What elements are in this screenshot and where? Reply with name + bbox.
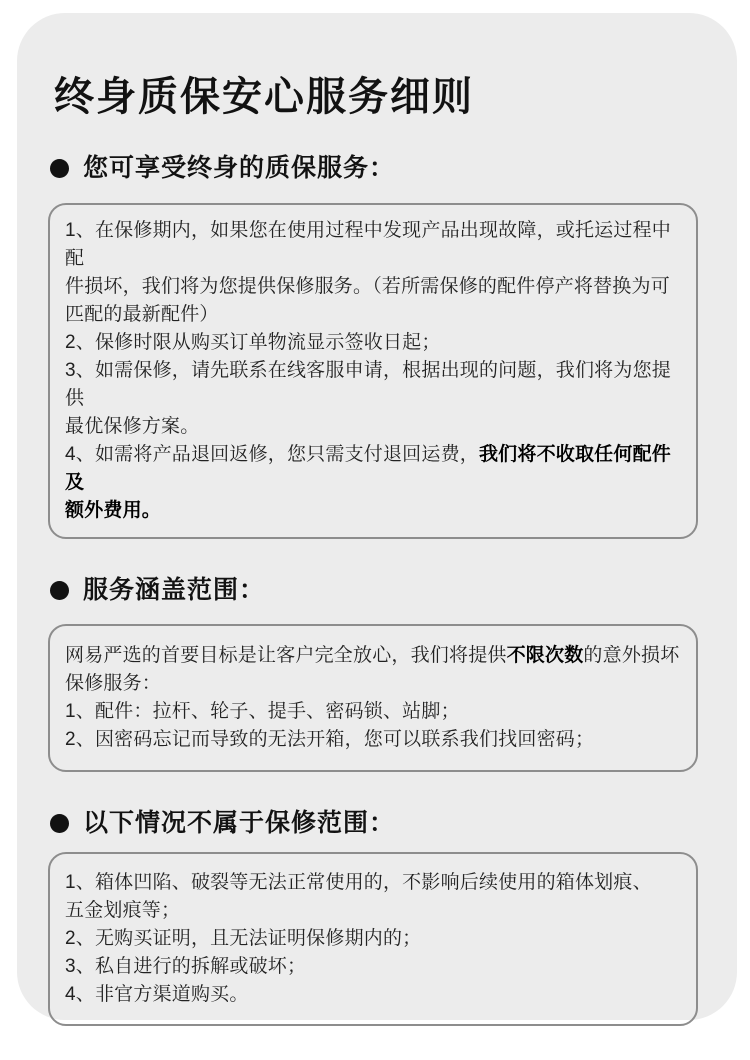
terms-line bbox=[65, 273, 686, 301]
terms-text-bold: 额外费用。 bbox=[65, 500, 162, 521]
section-service-coverage bbox=[48, 575, 717, 772]
terms-text: 3、私自进行的拆解或破坏； bbox=[65, 956, 307, 977]
section-heading: 以下情况不属于保修范围： bbox=[83, 809, 396, 837]
terms-text: 2、保修时限从购买订单物流显示签收日起； bbox=[65, 332, 441, 353]
section-header bbox=[48, 575, 717, 605]
terms-line bbox=[65, 441, 686, 497]
terms-line bbox=[65, 497, 686, 525]
bullet-icon bbox=[50, 159, 69, 178]
terms-text-bold: 不限次数 bbox=[506, 645, 584, 666]
terms-text: 3、如需保修，请先联系在线客服申请，根据出现的问题，我们将为您提供 bbox=[65, 360, 671, 409]
terms-text: 件损坏，我们将为您提供保修服务。（若所需保修的配件停产将替换为可 bbox=[65, 276, 670, 297]
bullet-icon bbox=[50, 581, 69, 600]
terms-line bbox=[65, 953, 686, 981]
terms-line bbox=[65, 897, 686, 925]
terms-text: 网易严选的首要目标是让客户完全放心，我们将提供 bbox=[65, 645, 507, 666]
terms-line bbox=[65, 217, 686, 273]
warranty-terms-box bbox=[48, 203, 698, 539]
terms-text: 2、无购买证明，且无法证明保修期内的； bbox=[65, 928, 422, 949]
terms-text-bold: 我们将不收取任何配件及 bbox=[65, 444, 671, 493]
terms-text: 1、配件：拉杆、轮子、提手、密码锁、站脚； bbox=[65, 701, 460, 722]
section-warranty-exclusions bbox=[48, 808, 717, 1026]
terms-text: 1、箱体凹陷、破裂等无法正常使用的，不影响后续使用的箱体划痕、 bbox=[65, 872, 652, 893]
exclusions-terms-box bbox=[48, 852, 698, 1026]
terms-text: 4、非官方渠道购买。 bbox=[65, 984, 249, 1005]
terms-line bbox=[65, 329, 686, 357]
terms-text: 五金划痕等； bbox=[65, 900, 181, 921]
bullet-icon bbox=[50, 814, 69, 833]
terms-line bbox=[65, 981, 686, 1009]
terms-text: 的意外损坏 bbox=[583, 645, 680, 666]
terms-line bbox=[65, 869, 686, 897]
terms-text: 最优保修方案。 bbox=[65, 416, 200, 437]
terms-line bbox=[65, 925, 686, 953]
page-title: 终身质保安心服务细则 bbox=[54, 75, 474, 119]
section-heading: 服务涵盖范围： bbox=[83, 576, 266, 604]
terms-line bbox=[65, 670, 686, 698]
terms-line bbox=[65, 642, 686, 670]
section-header bbox=[48, 153, 717, 183]
terms-line bbox=[65, 301, 686, 329]
section-lifetime-warranty-service bbox=[48, 153, 717, 539]
terms-text: 2、因密码忘记而导致的无法开箱，您可以联系我们找回密码； bbox=[65, 729, 595, 750]
section-heading: 您可享受终身的质保服务： bbox=[83, 154, 396, 182]
terms-text: 匹配的最新配件） bbox=[65, 304, 219, 325]
terms-text: 4、如需将产品退回返修，您只需支付退回运费， bbox=[65, 444, 479, 465]
terms-line bbox=[65, 698, 686, 726]
terms-text: 1、在保修期内，如果您在使用过程中发现产品出现故障，或托运过程中配 bbox=[65, 220, 671, 269]
terms-line bbox=[65, 726, 686, 754]
warranty-card bbox=[17, 13, 737, 1020]
terms-text: 保修服务： bbox=[65, 673, 162, 694]
section-header bbox=[48, 808, 717, 838]
coverage-terms-box bbox=[48, 624, 698, 772]
terms-line bbox=[65, 413, 686, 441]
terms-line bbox=[65, 357, 686, 413]
